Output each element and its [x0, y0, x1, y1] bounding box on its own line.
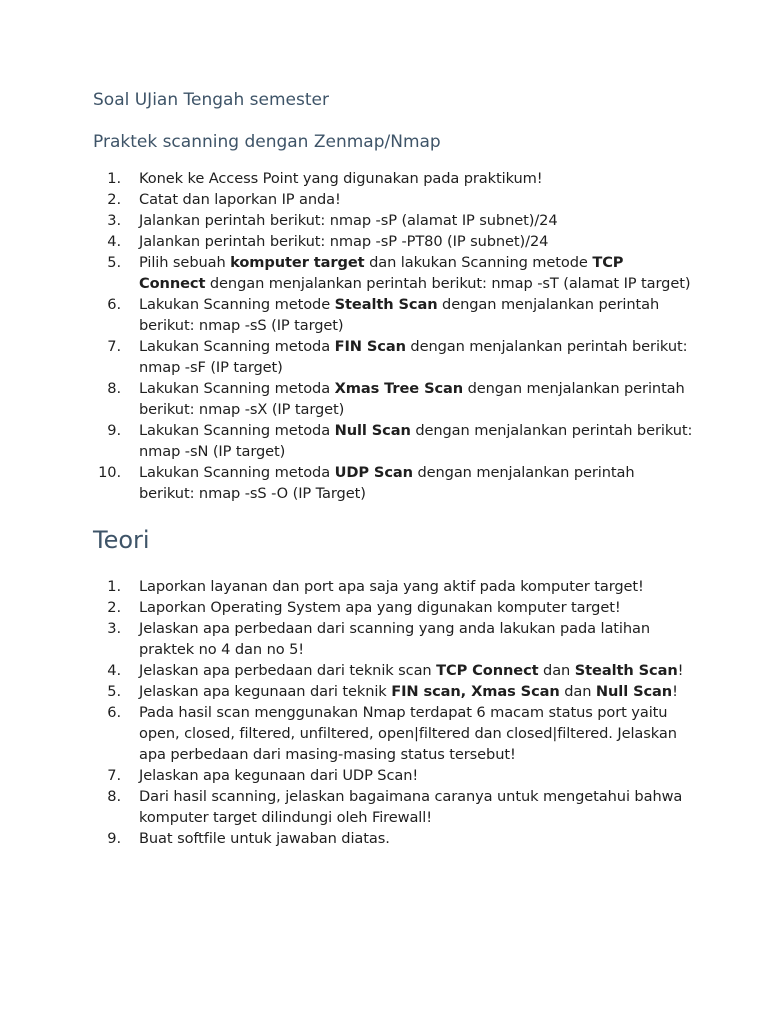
list-item-text: Lakukan Scanning metoda	[139, 464, 335, 481]
list-item-number: 3.	[107, 620, 121, 637]
list-item-text: dan lakukan Scanning metode	[364, 254, 593, 271]
list-item-text: dan	[538, 662, 575, 679]
list-item-text: Lakukan Scanning metoda	[139, 338, 335, 355]
list-item	[93, 231, 693, 252]
list-item-text: dengan menjalankan perintah berikut: nmap -sF (IP target)	[139, 338, 688, 376]
list-item-text: !	[672, 683, 678, 700]
list-item	[93, 336, 693, 378]
list-item-number: 9.	[107, 830, 121, 847]
list-item-number: 5.	[107, 683, 121, 700]
list-item-text: Lakukan Scanning metoda	[139, 380, 335, 397]
list-item-bold-text: FIN scan, Xmas Scan	[391, 683, 560, 700]
list-item	[93, 294, 693, 336]
list-item-number: 1.	[107, 578, 121, 595]
list-item	[93, 786, 693, 828]
list-item-text: dengan menjalankan perintah berikut: nmap -sS (IP target)	[139, 296, 660, 334]
list-item-number: 2.	[107, 599, 121, 616]
list-item-bold-text: FIN Scan	[334, 338, 406, 355]
list-item-text: Lakukan Scanning metode	[139, 296, 335, 313]
list-item	[93, 420, 693, 462]
list-item-text: Lakukan Scanning metoda	[139, 422, 335, 439]
list-item-number: 2.	[107, 191, 121, 208]
document-page	[93, 88, 693, 849]
list-item-text: dengan menjalankan perintah berikut: nmap -sS -O (IP Target)	[139, 464, 635, 502]
list-item	[93, 828, 693, 849]
list-item-text: Pada hasil scan menggunakan Nmap terdapat 6 macam status port yaitu open, closed, filtered, unfiltered, open|filtered dan closed|filtered. Jelaskan apa perbedaan dari masing-masing status tersebut!	[139, 704, 677, 763]
section-praktek-heading: Praktek scanning dengan Zenmap/Nmap	[93, 132, 441, 152]
list-item-text: !	[677, 662, 684, 679]
list-item	[93, 660, 693, 681]
list-item-text: Jelaskan apa perbedaan dari teknik scan	[139, 662, 437, 679]
list-item-bold-text: Null Scan	[595, 683, 673, 700]
list-item-text: dengan menjalankan perintah berikut: nmap -sX (IP target)	[139, 380, 685, 418]
list-item-text: Konek ke Access Point yang digunakan pada praktikum!	[139, 170, 543, 187]
list-item-number: 8.	[107, 380, 121, 397]
list-item-number: 9.	[107, 422, 121, 439]
list-item-number: 6.	[107, 296, 121, 313]
list-item-number: 5.	[107, 254, 121, 271]
list-item-bold-text: Stealth Scan	[334, 296, 438, 313]
list-item-bold-text: UDP Scan	[334, 464, 413, 481]
list-item	[93, 765, 693, 786]
list-item-text: Pilih sebuah	[139, 254, 231, 271]
list-item-number: 10.	[98, 464, 121, 481]
list-item-number: 8.	[107, 788, 121, 805]
list-item-number: 3.	[107, 212, 121, 229]
list-item	[93, 210, 693, 231]
list-item-text: Jalankan perintah berikut: nmap -sP -PT80 (IP subnet)/24	[139, 233, 549, 250]
list-item-text: Jalankan perintah berikut: nmap -sP (alamat IP subnet)/24	[139, 212, 558, 229]
list-item-number: 7.	[107, 338, 121, 355]
list-item-bold-text: komputer target	[230, 254, 365, 271]
list-item-number: 4.	[107, 233, 121, 250]
teori-list	[93, 576, 693, 849]
list-item-text: Dari hasil scanning, jelaskan bagaimana caranya untuk mengetahui bahwa komputer target dilindungi oleh Firewall!	[139, 788, 683, 826]
list-item-text: dan	[559, 683, 596, 700]
list-item-number: 4.	[107, 662, 121, 679]
list-item-bold-text: Null Scan	[334, 422, 411, 439]
praktek-list	[93, 168, 693, 504]
list-item-bold-text: Stealth Scan	[574, 662, 678, 679]
list-item	[93, 681, 693, 702]
list-item	[93, 168, 693, 189]
list-item	[93, 597, 693, 618]
list-item-text: Laporkan layanan dan port apa saja yang aktif pada komputer target!	[139, 578, 644, 595]
list-item-text: dengan menjalankan perintah berikut: nmap -sT (alamat IP target)	[205, 275, 691, 292]
list-item-text: dengan menjalankan perintah berikut: nmap -sN (IP target)	[139, 422, 693, 460]
list-item-number: 1.	[107, 170, 121, 187]
list-item-text: Catat dan laporkan IP anda!	[139, 191, 341, 208]
list-item-bold-text: TCP Connect	[139, 254, 624, 292]
section-teori-heading: Teori	[93, 526, 150, 554]
list-item	[93, 462, 693, 504]
list-item-bold-text: TCP Connect	[436, 662, 539, 679]
document-title: Soal UJian Tengah semester	[93, 90, 329, 110]
list-item	[93, 702, 693, 765]
list-item-text: Jelaskan apa kegunaan dari UDP Scan!	[139, 767, 419, 784]
list-item-number: 7.	[107, 767, 121, 784]
list-item-text: Laporkan Operating System apa yang digunakan komputer target!	[139, 599, 621, 616]
list-item-text: Buat softfile untuk jawaban diatas.	[139, 830, 390, 847]
list-item-bold-text: Xmas Tree Scan	[334, 380, 464, 397]
list-item	[93, 252, 693, 294]
list-item	[93, 378, 693, 420]
list-item-number: 6.	[107, 704, 121, 721]
list-item	[93, 189, 693, 210]
list-item	[93, 618, 693, 660]
list-item	[93, 576, 693, 597]
list-item-text: Jelaskan apa perbedaan dari scanning yang anda lakukan pada latihan praktek no 4 dan no 5!	[139, 620, 651, 658]
list-item-text: Jelaskan apa kegunaan dari teknik	[139, 683, 392, 700]
